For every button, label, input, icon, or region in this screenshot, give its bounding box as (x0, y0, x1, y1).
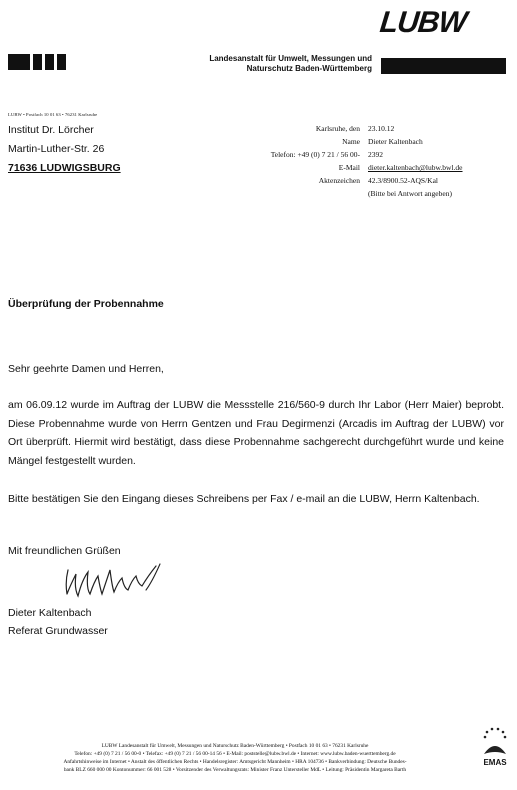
footer-line-2: Telefon: +49 (0) 7 21 / 56 00-0 • Telefax: +49 (0) 7 21 / 56 00-14 56 • E-Mail: poststelle@lubw.bwl.de • Internet: www.lubw.baden-wuerttemberg.de (74, 751, 396, 757)
reference-value: 42.3/8900.52-AQS/Kal (368, 176, 438, 185)
emas-logo-icon (478, 724, 512, 774)
date-value: 23.10.12 (368, 124, 395, 133)
email-label: E-Mail (338, 163, 360, 172)
email-link[interactable]: dieter.kaltenbach@lubw.bwl.de (368, 163, 463, 172)
emas-label: EMAS (483, 758, 507, 767)
reference-note: (Bitte bei Antwort angeben) (368, 189, 452, 198)
sender-return-address: LUBW • Postfach 10 01 63 • 76231 Karlsruhe (8, 112, 98, 117)
footer-line-3: Anfahrtshinweise im Internet • Anstalt des öffentlichen Rechts • Handelsregister: Amtsgericht Mannheim • HRA 104736 • Bankverbindung: Deutsche Bundes- (63, 759, 407, 765)
phone-label: Telefon: +49 (0) 7 21 / 56 00- (270, 150, 360, 159)
agency-line-1: Landesanstalt für Umwelt, Messungen und (209, 54, 372, 63)
salutation: Sehr geehrte Damen und Herren, (8, 363, 164, 375)
name-value: Dieter Kaltenbach (368, 137, 423, 146)
signer-department: Referat Grundwasser (8, 625, 108, 637)
recipient-line-2: Martin-Luther-Str. 26 (8, 143, 105, 155)
signer-name: Dieter Kaltenbach (8, 607, 92, 619)
reference-label: Aktenzeichen (318, 176, 360, 185)
letter-footer (0, 742, 470, 774)
closing: Mit freundlichen Grüßen (8, 545, 121, 557)
recipient-line-1: Institut Dr. Lörcher (8, 124, 94, 136)
letter-subject: Überprüfung der Probennahme (8, 298, 164, 310)
redacted-logo-block (8, 54, 66, 70)
date-label: Karlsruhe, den (315, 124, 360, 133)
lubw-logo: LUBW (378, 6, 468, 39)
footer-line-1: LUBW Landesanstalt für Umwelt, Messungen und Naturschutz Baden-Württemberg • Postfach 10 01 63 • 76231 Karlsruhe (101, 743, 369, 749)
phone-value: 2392 (368, 150, 383, 159)
name-label: Name (342, 137, 360, 146)
body-paragraph-1: am 06.09.12 wurde im Auftrag der LUBW die Messstelle 216/560-9 durch Ihr Labor (Herr Maier) beprobt. Diese Probennahme wurde von Herrn Gentzen und Frau Degirmenzi (Arcadis im Auftrag der LUBW) vor Ort überprüft. Hiermit wird bestätigt, dass diese Probennahme sachgerecht durchgeführt wurde und keine Mängel festgestellt wurden. (8, 399, 504, 467)
footer-line-4: bank BLZ 660 000 00 Kontonummer: 66 001 528 • Vorsitzender des Verwaltungsrats: Minister Franz Untersteller MdL • Leitung: Präsidentin Margareta Barth (63, 767, 407, 773)
agency-name (180, 54, 372, 74)
redacted-block (381, 58, 506, 74)
agency-line-2: Naturschutz Baden-Württemberg (246, 64, 372, 73)
body-paragraph-2: Bitte bestätigen Sie den Eingang dieses Schreibens per Fax / e-mail an die LUBW, Herrn Kaltenbach. (8, 493, 480, 505)
recipient-city: 71636 LUDWIGSBURG (8, 162, 121, 174)
handwritten-signature (62, 560, 172, 602)
